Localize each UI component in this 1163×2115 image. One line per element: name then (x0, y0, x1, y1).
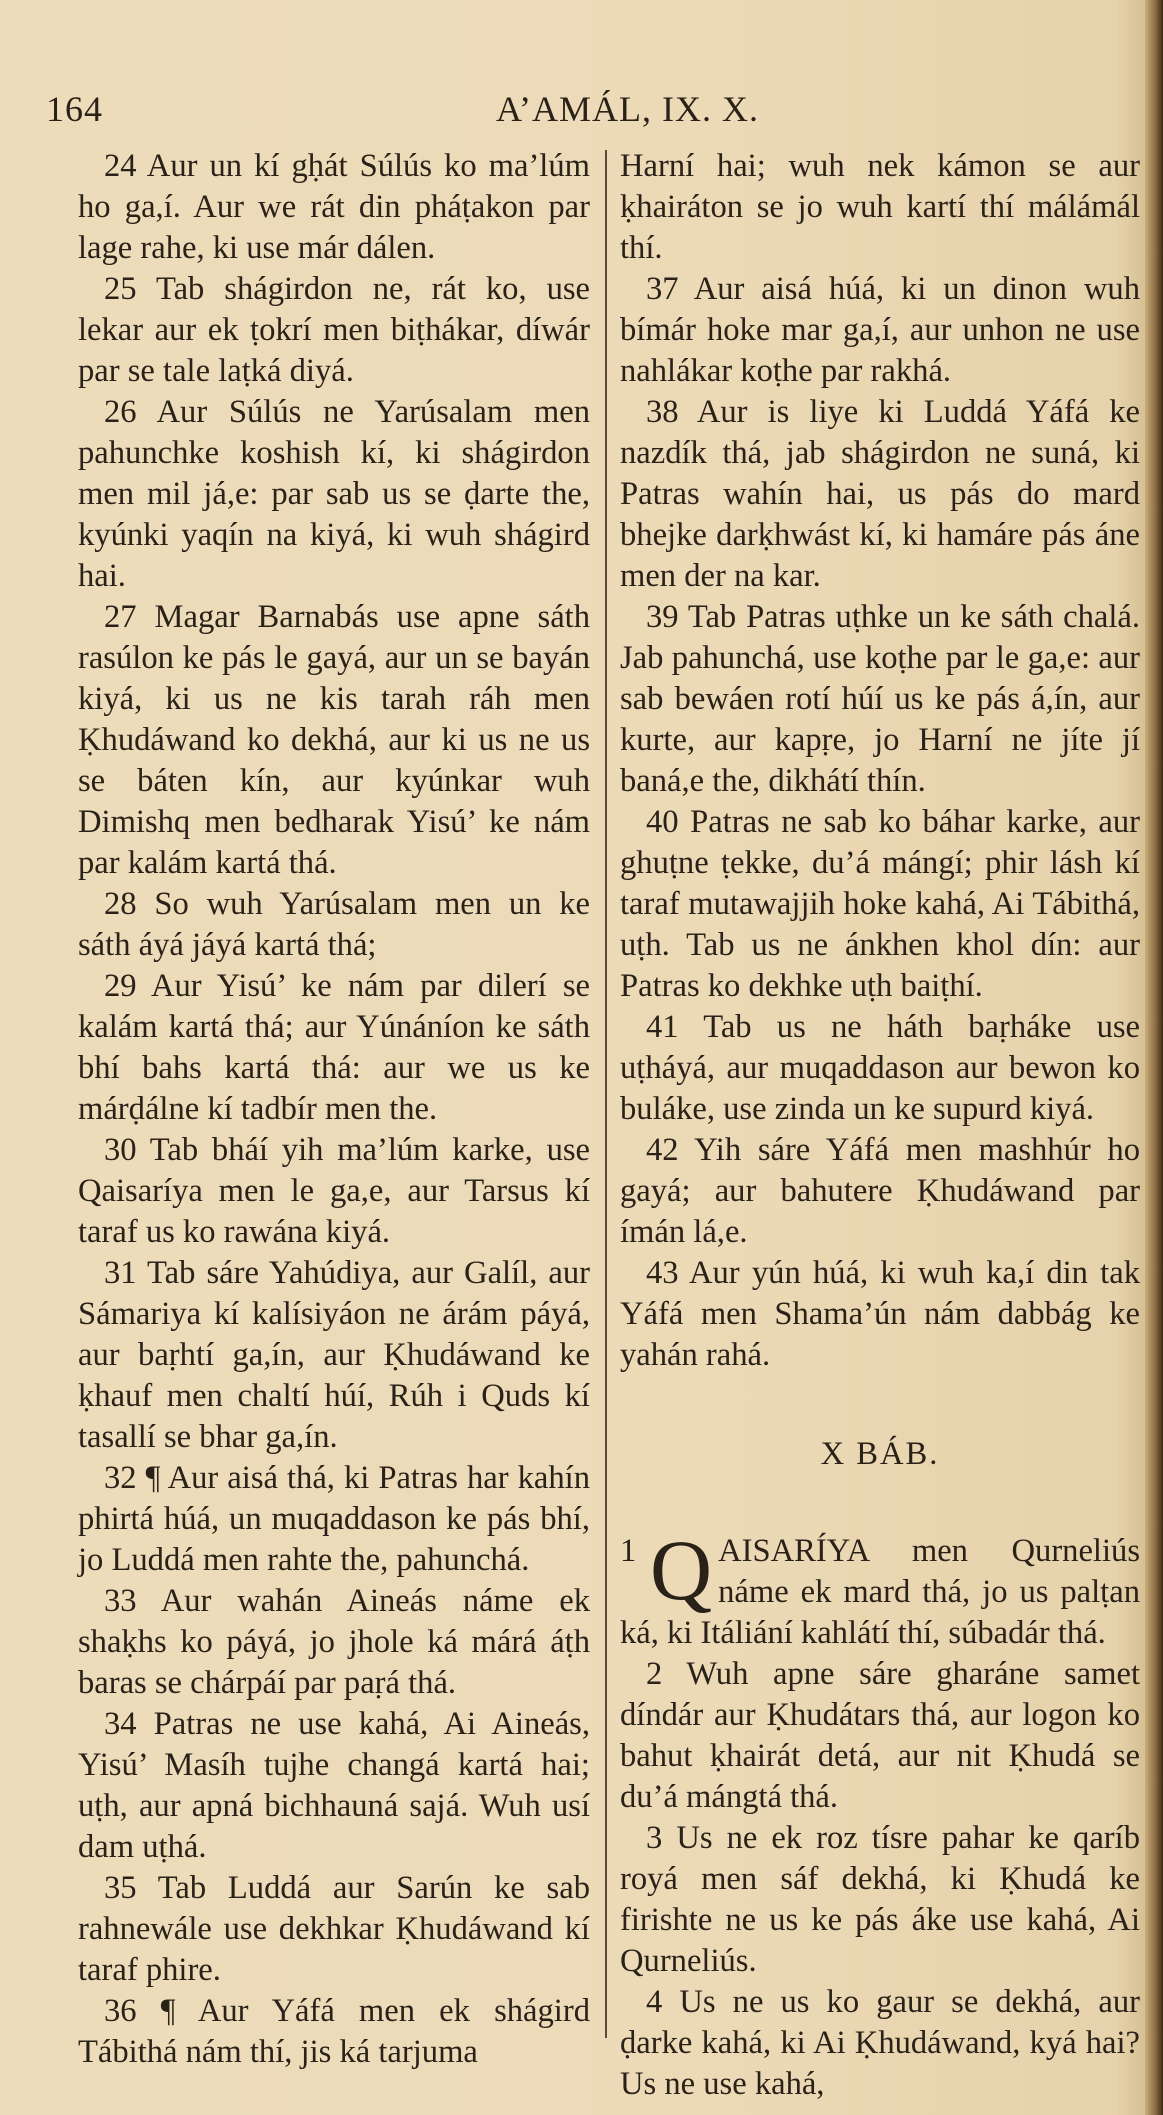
running-head (0, 88, 1163, 138)
verse-40: 40 Patras ne sab ko báhar karke, aur ghuṭne ṭekke, du’á mángí; phir lásh kí taraf mutawajjih hoke kahá, Ai Tábithá, uṭh. Tab us ne ánkhen khol dín: aur Patras ko dekhke uṭh baiṭhí. (620, 804, 1140, 1004)
right-column (620, 146, 1140, 2105)
chapter-10-verse-2: 2 Wuh apne sáre gharáne samet díndár aur Ḳhudátars thá, aur logon ko bahut ḳhairát detá, aur nit Ḳhudá se du’á mángtá thá. (620, 1656, 1140, 1815)
page-number: 164 (46, 89, 103, 129)
verse-42: 42 Yih sáre Yáfá men mashhúr ho gayá; aur bahutere Ḳhudáwand par ímán lá,e. (620, 1132, 1140, 1250)
verse-27: 27 Magar Barnabás use apne sáth rasúlon ke pás le gayá, aur un se bayán kiyá, ki us ne kis tarah ráh men Ḳhudáwand ko dekhá, aur ki us ne us se báten kín, aur kyúnkar wuh Dimishq men bedharak Yisú’ ke nám par kalám kartá thá. (78, 599, 590, 881)
verse-26: 26 Aur Súlús ne Yarúsalam men pahunchke koshish kí, ki shágirdon men mil já,e: par sab us se ḍarte the, kyúnki yaqín na kiyá, ki wuh shágird hai. (78, 394, 590, 594)
column-divider (605, 150, 607, 2038)
verse-38: 38 Aur is liye ki Luddá Yáfá ke nazdík thá, jab shágirdon ne suná, ki Patras wahín hai, us pás do mard bhejke darḳhwást kí, ki hamáre pás áne men der na kar. (620, 394, 1140, 594)
verse-34: 34 Patras ne use kahá, Ai Aineás, Yisú’ Masíh tujhe changá kartá hai; uṭh, aur apná bichhauná sajá. Wuh usí dam uṭhá. (78, 1706, 590, 1865)
page-edge (1145, 0, 1163, 2115)
verse-43: 43 Aur yún húá, ki wuh ka,í din tak Yáfá men Shama’ún nám dabbág ke yahán rahá. (620, 1255, 1140, 1373)
running-title: A’AMÁL, IX. X. (496, 89, 759, 129)
verse-30: 30 Tab bháí yih ma’lúm karke, use Qaisaríya men le ga,e, aur Tarsus kí taraf us ko rawána kiyá. (78, 1132, 590, 1250)
verse-36: 36 ¶ Aur Yáfá men ek shágird Tábithá nám thí, jis ká tarjuma (78, 1993, 590, 2070)
left-column (78, 146, 590, 2073)
verse-28: 28 So wuh Yarúsalam men un ke sáth áyá jáyá kartá thá; (78, 886, 590, 963)
verse-37: 37 Aur aisá húá, ki un dinon wuh bímár hoke mar ga,í, aur unhon ne use nahlákar koṭhe par rakhá. (620, 271, 1140, 389)
chapter-10-verse-4: 4 Us ne us ko gaur se dekhá, aur ḍarke kahá, ki Ai Ḳhudáwand, kyá hai? Us ne use kahá, (620, 1984, 1140, 2102)
verse-29: 29 Aur Yisú’ ke nám par dilerí se kalám kartá thá; aur Yúnáníon ke sáth bhí bahs kartá thá: aur we us ke márḍálne kí tadbír men the. (78, 968, 590, 1127)
verse-31: 31 Tab sáre Yahúdiya, aur Galíl, aur Sámariya kí kalísiyáon ne árám páyá, aur baṛhtí ga,ín, aur Ḳhudáwand ke ḳhauf men chaltí húí, Rúh i Quds kí tasallí se bhar ga,ín. (78, 1255, 590, 1455)
verse-39: 39 Tab Patras uṭhke un ke sáth chalá. Jab pahunchá, use koṭhe par le ga,e: aur sab bewáen rotí húí us ke pás á,ín, aur kurte, aur kapṛe, jo Harní ne jíte jí baná,e the, dikhátí thín. (620, 599, 1140, 799)
chapter-10-verse-3: 3 Us ne ek roz tísre pahar ke qaríb royá men sáf dekhá, ki Ḳhudá ke firishte ne us ke pás áke use kahá, Ai Qurneliús. (620, 1820, 1140, 1979)
verse-35: 35 Tab Luddá aur Sarún ke sab rahnewále use dekhkar Ḳhudáwand kí taraf phire. (78, 1870, 590, 1988)
verse-36-continued: Harní hai; wuh nek kámon se aur ḳhairáton se jo wuh kartí thí málámál thí. (620, 148, 1140, 266)
verse-24: 24 Aur un kí gḥát Súlús ko ma’lúm ho ga,í. Aur we rát din pháṭakon par lage rahe, ki use már dálen. (78, 148, 590, 266)
chapter-10-verse-1 (620, 1522, 1140, 1654)
chapter-10-verse-1-text: AISARÍYA men Qurneliús náme ek mard thá, jo us palṭan ká, ki Itáliání kahlátí thí, súbadár thá. (620, 1533, 1140, 1651)
verse-32: 32 ¶ Aur aisá thá, ki Patras har kahín phirtá húá, un muqaddason ke pás bhí, jo Luddá men rahte the, pahunchá. (78, 1460, 590, 1578)
verse-41: 41 Tab us ne háth baṛháke use uṭháyá, aur muqaddason aur bewon ko bulákе, use zinda un ke supurd kiyá. (620, 1009, 1140, 1127)
verse-number: 1 (620, 1533, 637, 1569)
verse-25: 25 Tab shágirdon ne, rát ko, use lekar aur ek ṭokrí men biṭhákar, díwár par se tale laṭká diyá. (78, 271, 590, 389)
chapter-heading: X BÁB. (820, 1436, 940, 1472)
drop-cap: Q (650, 1522, 713, 1618)
verse-33: 33 Aur wahán Aineás náme ek shaḳhs ko páyá, jo jhole ká márá áṭh baras se chárpáí par paṛá thá. (78, 1583, 590, 1701)
